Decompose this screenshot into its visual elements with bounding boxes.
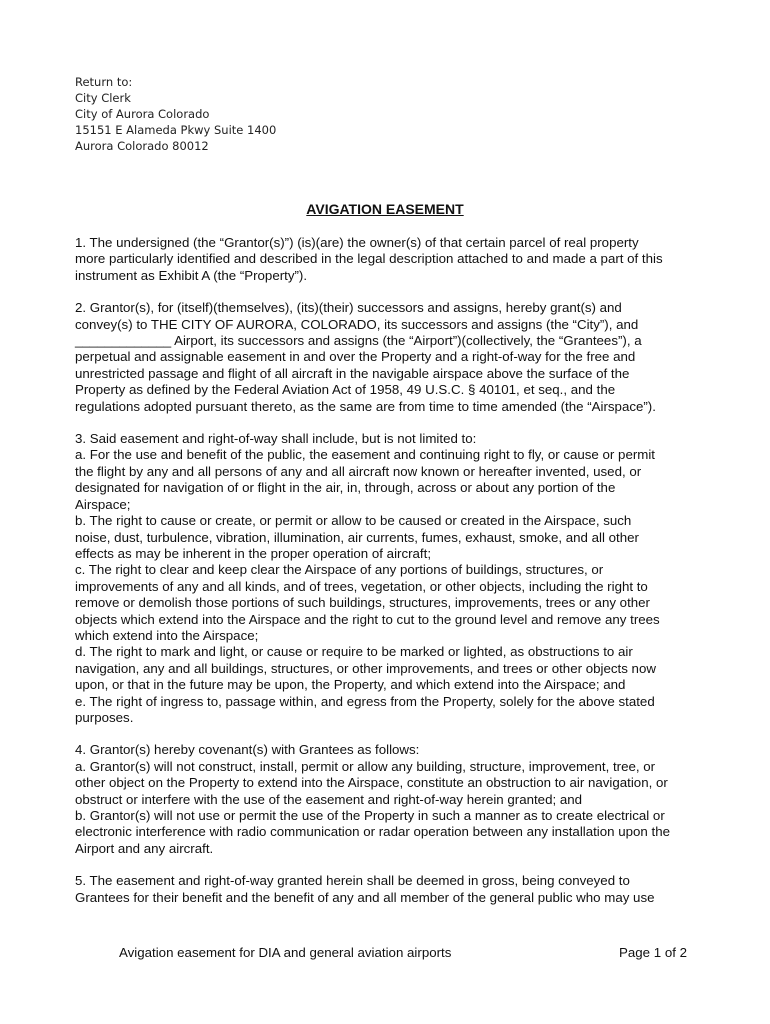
- text-line: purposes.: [75, 709, 134, 725]
- text-line: more particularly identified and described in the legal description attached to and made a part of this: [75, 251, 663, 267]
- text-line: noise, dust, turbulence, vibration, illumination, air currents, fumes, exhaust, smoke, and all other: [75, 529, 639, 545]
- text-line: regulations adopted pursuant thereto, as the same are from time to time amended (the “Airspace”).: [75, 398, 656, 414]
- text-line: Airport and any aircraft.: [75, 840, 214, 856]
- paragraph-5: [75, 873, 700, 906]
- footer-page-number: Page 1 of 2: [619, 945, 688, 960]
- text-line: upon, or that in the future may be upon, the Property, and which extend into the Airspace; and: [75, 677, 626, 693]
- text-line: unrestricted passage and flight of all aircraft in the navigable airspace above the surface of the: [75, 365, 630, 381]
- text-line: a. For the use and benefit of the public, the easement and continuing right to fly, or cause or permit: [75, 447, 655, 463]
- document-title: AVIGATION EASEMENT: [306, 201, 464, 217]
- text-line: e. The right of ingress to, passage within, and egress from the Property, solely for the above stated: [75, 693, 655, 709]
- return-line: 15151 E Alameda Pkwy Suite 1400: [75, 123, 277, 137]
- return-line: Return to:: [75, 75, 133, 89]
- text-line: which extend into the Airspace;: [75, 627, 259, 643]
- text-line: objects which extend into the Airspace and the right to cut to the ground level and remove any trees: [75, 611, 660, 627]
- text-line: Grantees for their benefit and the benefit of any and all member of the general public who may use: [75, 889, 655, 905]
- text-line: obstruct or interfere with the use of the easement and right-of-way herein granted; and: [75, 791, 583, 807]
- text-line: 4. Grantor(s) hereby covenant(s) with Grantees as follows:: [75, 742, 420, 758]
- text-line: a. Grantor(s) will not construct, install, permit or allow any building, structure, improvement, tree, or: [75, 758, 656, 774]
- text-line: 5. The easement and right-of-way granted herein shall be deemed in gross, being conveyed to: [75, 873, 630, 889]
- paragraph-4: [75, 742, 700, 857]
- text-line: Airspace;: [75, 496, 131, 512]
- text-line: improvements of any and all kinds, and of trees, vegetation, or other objects, including the right to: [75, 578, 648, 594]
- return-address-block: [75, 74, 276, 154]
- paragraph-2: [75, 300, 700, 415]
- text-line: perpetual and assignable easement in and over the Property and a right-of-way for the free and: [75, 349, 636, 365]
- text-line: effects as may be inherent in the proper operation of aircraft;: [75, 545, 432, 561]
- paragraph-3: [75, 431, 700, 726]
- text-line: instrument as Exhibit A (the “Property”).: [75, 267, 308, 283]
- text-line: c. The right to clear and keep clear the Airspace of any portions of buildings, structures, or: [75, 562, 604, 578]
- document-body: [75, 235, 700, 922]
- text-line: _____________ Airport, its successors and assigns (the “Airport”)(collectively, the “Grantees”), a: [75, 333, 642, 349]
- text-line: designated for navigation of or flight in the air, in, through, across or about any portion of the: [75, 480, 616, 496]
- text-line: 2. Grantor(s), for (itself)(themselves), (its)(their) successors and assigns, hereby grant(s) and: [75, 300, 622, 316]
- return-line: City of Aurora Colorado: [75, 107, 210, 121]
- text-line: the flight by any and all persons of any and all aircraft now known or hereafter invented, used, or: [75, 463, 642, 479]
- text-line: other object on the Property to extend into the Airspace, constitute an obstruction to air navigation, or: [75, 775, 668, 791]
- text-line: 3. Said easement and right-of-way shall include, but is not limited to:: [75, 431, 477, 447]
- paragraph-1: [75, 235, 700, 284]
- text-line: b. The right to cause or create, or permit or allow to be caused or created in the Airspace, such: [75, 513, 632, 529]
- text-line: Property as defined by the Federal Aviation Act of 1958, 49 U.S.C. § 40101, et seq., and the: [75, 382, 616, 398]
- return-line: City Clerk: [75, 91, 131, 105]
- text-line: b. Grantor(s) will not use or permit the use of the Property in such a manner as to create electrical or: [75, 808, 665, 823]
- text-line: convey(s) to THE CITY OF AURORA, COLORADO, its successors and assigns (the “City”), and: [75, 316, 639, 332]
- text-line: 1. The undersigned (the “Grantor(s)”) (is)(are) the owner(s) of that certain parcel of real property: [75, 235, 639, 250]
- text-line: d. The right to mark and light, or cause or require to be marked or lighted, as obstructions to air: [75, 644, 633, 660]
- footer-document-name: Avigation easement for DIA and general aviation airports: [119, 945, 452, 960]
- text-line: electronic interference with radio communication or radar operation between any installation upon the: [75, 824, 671, 840]
- return-line: Aurora Colorado 80012: [75, 139, 209, 153]
- text-line: remove or demolish those portions of such buildings, structures, improvements, trees or any other: [75, 595, 650, 611]
- text-line: navigation, any and all buildings, structures, or other improvements, and trees or other objects now: [75, 660, 656, 676]
